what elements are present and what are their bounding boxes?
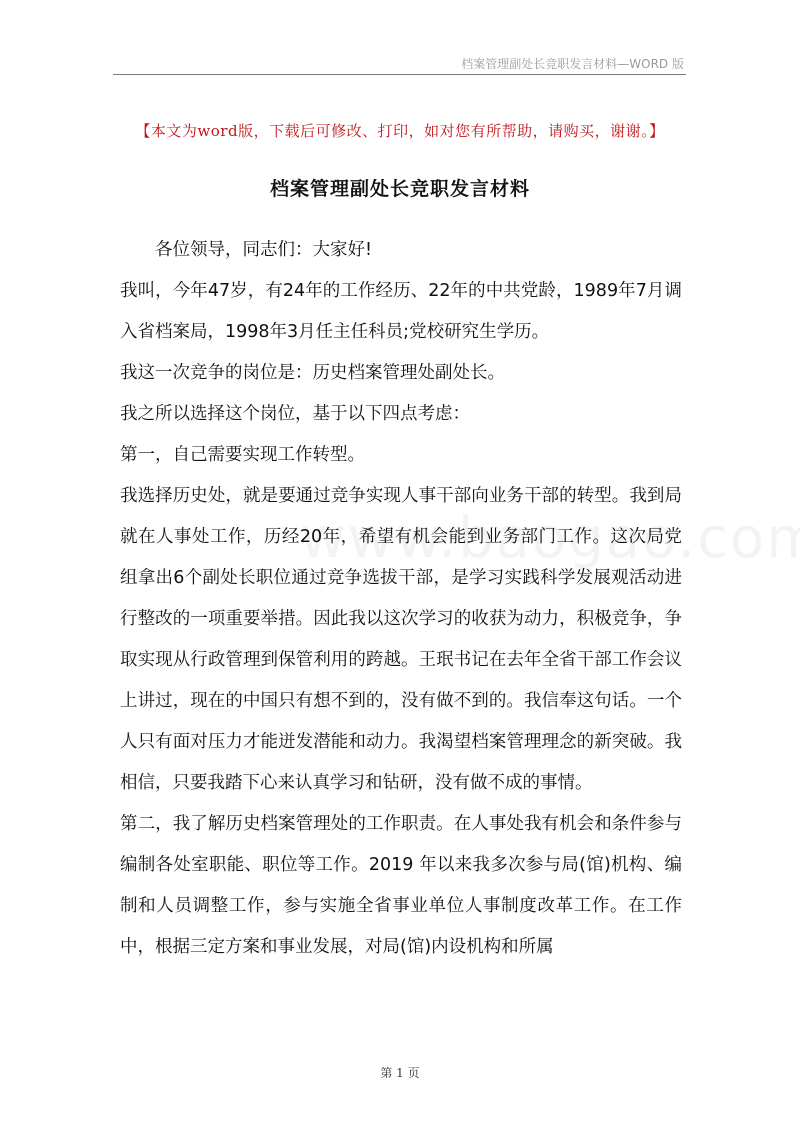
- running-header-title: 档案管理副处长竞职发言材料—WORD 版: [461, 57, 684, 71]
- header-divider: [113, 74, 686, 75]
- body-paragraph: 第一，自己需要实现工作转型。: [120, 445, 365, 465]
- page-number: 第 1 页: [380, 1066, 420, 1080]
- body-paragraph: 我这一次竞争的岗位是：历史档案管理处副处长。: [120, 363, 505, 383]
- body-paragraph: 我之所以选择这个岗位，基于以下四点考虑：: [120, 404, 470, 424]
- document-title: 档案管理副处长竞职发言材料: [269, 178, 530, 200]
- greeting-paragraph: 各位领导，同志们：大家好!: [155, 240, 373, 260]
- document-body: [120, 230, 682, 968]
- body-paragraph: 我选择历史处，就是要通过竞争实现人事干部向业务干部的转型。我到局就在人事处工作，历经20年，希望有机会能到业务部门工作。这次局党组拿出6个副处长职位通过竞争选拔干部，是学习实践科学发展观活动进行整改的一项重要举措。因此我以这次学习的收获为动力，积极竞争，争取实现从行政管理到保管利用的跨越。王珉书记在去年全省干部工作会议上讲过，现在的中国只有想不到的，没有做不到的。我信奉这句话。一个人只有面对压力才能迸发潜能和动力。我渴望档案管理理念的新突破。我相信，只要我踏下心来认真学习和钻研，没有做不成的事情。: [120, 486, 682, 793]
- download-notice: 【本文为word版，下载后可修改、打印，如对您有所帮助，请购买，谢谢。】: [135, 122, 665, 140]
- body-paragraph: 第二，我了解历史档案管理处的工作职责。在人事处我有机会和条件参与编制各处室职能、职位等工作。2019 年以来我多次参与局(馆)机构、编制和人员调整工作，参与实施全省事业单位人事制度改革工作。在工作中，根据三定方案和事业发展，对局(馆)内设机构和所属: [120, 814, 682, 957]
- body-paragraph: 我叫，今年47岁，有24年的工作经历、22年的中共党龄，1989年7月调入省档案局，1998年3月任主任科员;党校研究生学历。: [120, 281, 682, 342]
